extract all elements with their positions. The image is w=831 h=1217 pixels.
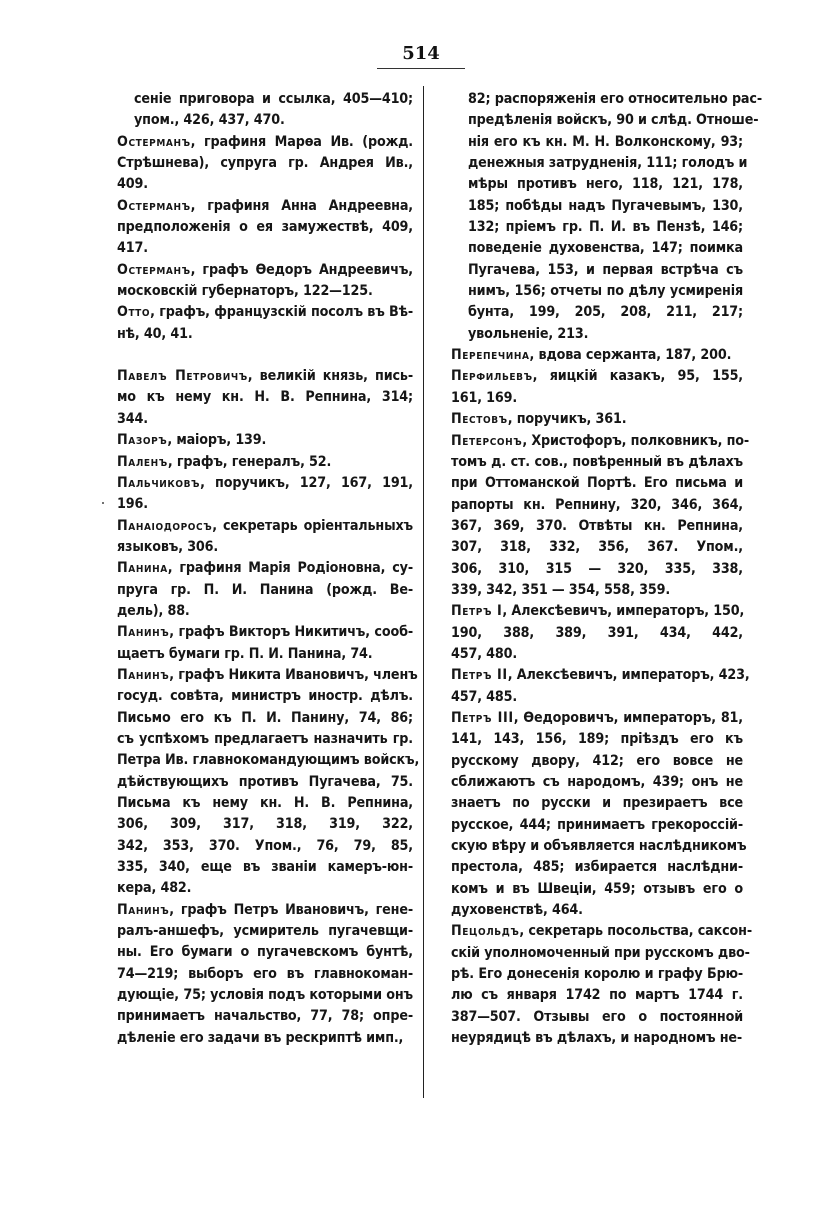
entry-line: рѣ. Его донесенія королю и графу Брю- [451, 966, 743, 983]
entry-line: Панина, графиня Марія Родіоновна, су- [117, 560, 413, 577]
entry-line: Письма къ нему кн. Н. В. Репнина, [117, 795, 413, 811]
entry-line: 196. [117, 496, 148, 513]
entry-headword: Остерманъ [117, 261, 191, 278]
index-entry [117, 366, 413, 430]
entry-line: щаетъ бумаги гр. П. И. Панина, 74. [117, 645, 373, 662]
index-entry [117, 473, 413, 516]
entry-line: Паленъ, графъ, генералъ, 52. [117, 453, 332, 470]
entry-line: 307, 318, 332, 356, 367. Упом., [451, 539, 743, 556]
entry-line: 335, 340, еще въ званіи камеръ-юн- [117, 859, 413, 876]
entry-line: при Оттоманской Портѣ. Его письма и [451, 475, 743, 492]
entry-headword: Павелъ Петровичъ [117, 368, 248, 385]
entry-line: предѣленія войскъ, 90 и слѣд. Отноше- [468, 112, 759, 129]
entry-headword: Пестовъ [451, 411, 508, 428]
entry-line: Пугачева, 153, и первая встрѣча съ [468, 261, 743, 278]
entry-line: дѣленіе его задачи въ рескриптѣ имп., [117, 1029, 404, 1046]
entry-line: предположенія о ея замужествѣ, 409, [117, 219, 413, 236]
entry-line: комъ и въ Швеціи, 459; отзывъ его о [451, 880, 743, 897]
entry-headword: Паленъ [117, 453, 168, 470]
index-entry [451, 921, 752, 1049]
header-rule [377, 68, 465, 69]
entry-line: русское, 444; принимаетъ грекороссій- [451, 816, 743, 833]
entry-line: Перфильевъ, яицкій казакъ, 95, 155, [451, 368, 743, 385]
entry-line: духовенствѣ, 464. [451, 902, 583, 919]
index-entry-continuation [451, 89, 762, 345]
entry-line: Письмо его къ П. И. Панину, 74, 86; [117, 709, 413, 726]
entry-line: 417. [117, 240, 148, 257]
entry-line: 306, 309, 317, 318, 319, 322, [117, 816, 413, 833]
entry-headword: Петръ III [451, 709, 514, 726]
entry-line: пруга гр. П. И. Панина (рожд. Ве- [117, 581, 413, 598]
entry-headword: Панина [117, 560, 168, 577]
entry-line: Петръ II, Алексѣевичъ, императоръ, 423, [451, 667, 750, 684]
entry-line: денежныя затрудненія, 111; голодъ и [468, 155, 748, 172]
entry-line: сеніе приговора и ссылка, 405—410; [134, 91, 413, 107]
entry-line: 342, 353, 370. Упом., 76, 79, 85, [117, 837, 413, 854]
entry-line: Стрѣшнева), супруга гр. Андрея Ив., [117, 155, 413, 172]
index-entry [117, 900, 413, 1049]
entry-line: нимъ, 156; отчеты по дѣлу усмиренія [468, 283, 743, 300]
entry-line: ралъ-аншефъ, усмиритель пугачевщи- [117, 923, 413, 940]
entry-headword: Панинъ [117, 624, 170, 641]
entry-line: Петръ III, Ѳедоровичъ, императоръ, 81, [451, 709, 743, 726]
index-entry [451, 708, 747, 921]
entry-headword: Панинъ [117, 901, 170, 918]
entry-line: нѣ, 40, 41. [117, 325, 193, 342]
entry-headword: Пецольдъ [451, 923, 520, 940]
entry-line: Панинъ, графъ Викторъ Никитичъ, сооб- [117, 624, 413, 641]
index-entry [451, 665, 750, 708]
index-entry [117, 132, 413, 196]
entry-headword: Пазоръ [117, 432, 168, 449]
entry-line: 82; распоряженія его относительно рас- [468, 91, 762, 107]
entry-headword: Перепечина [451, 347, 530, 364]
entry-line: престола, 485; избирается наслѣдни- [451, 859, 743, 876]
entry-headword: Панинъ [117, 666, 170, 683]
index-entry [117, 196, 413, 260]
left-column [117, 89, 420, 1049]
entry-line: Панаіодоросъ, секретарь оріентальныхъ [117, 517, 413, 534]
index-entry-continuation [117, 89, 413, 132]
entry-line: Остерманъ, графиня Анна Андреевна, [117, 197, 413, 214]
entry-line: ны. Его бумаги о пугачевскомъ бунтѣ, [117, 944, 413, 961]
entry-line: Панинъ, графъ Никита Ивановичъ, членъ [117, 666, 418, 683]
entry-line: Петръ I, Алексѣевичъ, императоръ, 150, [451, 603, 745, 620]
entry-line: Остерманъ, графиня Марѳа Ив. (рожд. [117, 133, 413, 150]
entry-headword: Остерманъ [117, 133, 191, 150]
right-column [451, 89, 762, 1049]
entry-line: русскому двору, 412; его вовсе не [451, 752, 743, 769]
entry-line: Петерсонъ, Христофоръ, полковникъ, по- [451, 432, 750, 449]
entry-line: томъ д. ст. сов., повѣренный въ дѣлахъ [451, 453, 743, 470]
entry-headword: Остерманъ [117, 197, 191, 214]
entry-line: 367, 369, 370. Отвѣты кн. Репнина, [451, 517, 743, 534]
entry-headword: Перфильевъ [451, 368, 533, 385]
entry-line: мѣры противъ него, 118, 121, 178, [468, 176, 743, 193]
entry-line: 190, 388, 389, 391, 434, 442, [451, 624, 743, 641]
entry-line: Панинъ, графъ Петръ Ивановичъ, гене- [117, 901, 413, 918]
entry-line: Петра Ив. главнокомандующимъ войскъ, [117, 752, 420, 769]
entry-headword: Пальчиковъ [117, 474, 201, 491]
entry-line: бунта, 199, 205, 208, 211, 217; [468, 304, 743, 321]
entry-line: 306, 310, 315 — 320, 335, 338, [451, 560, 743, 577]
entry-line: скій уполномоченный при русскомъ дво- [451, 944, 750, 961]
entry-line: 132; пріемъ гр. П. И. въ Пензѣ, 146; [468, 219, 743, 236]
index-entry [451, 431, 750, 602]
entry-line: дующіе, 75; условія подъ которыми онъ [117, 987, 413, 1004]
entry-line: 74—219; выборъ его въ главнокоман- [117, 965, 413, 982]
entry-line: рапорты кн. Репнину, 320, 346, 364, [451, 496, 743, 513]
entry-line: московскій губернаторъ, 122—125. [117, 283, 373, 300]
entry-line: Пестовъ, поручикъ, 361. [451, 411, 627, 428]
index-entry [117, 430, 413, 451]
stray-print-mark [102, 502, 104, 504]
entry-line: 457, 480. [451, 645, 518, 662]
index-entry [117, 516, 413, 559]
index-entry [451, 601, 743, 665]
entry-line: дель), 88. [117, 602, 190, 619]
index-entry [117, 622, 413, 665]
entry-headword: Петръ II [451, 667, 508, 684]
column-divider [423, 86, 424, 1098]
entry-line: дѣйствующихъ противъ Пугачева, 75. [117, 773, 413, 790]
entry-headword: Панаіодоросъ [117, 517, 213, 534]
index-entry [117, 665, 420, 900]
entry-headword: Петерсонъ [451, 432, 523, 449]
index-entry [451, 345, 743, 366]
entry-line: 339, 342, 351 — 354, 558, 359. [451, 581, 671, 598]
entry-line: Пецольдъ, секретарь посольства, саксон- [451, 923, 752, 940]
entry-line: неурядицѣ въ дѣлахъ, и народномъ не- [451, 1030, 743, 1047]
entry-line: кера, 482. [117, 880, 192, 897]
entry-line: языковъ, 306. [117, 538, 219, 555]
entry-line: лю съ января 1742 по мартъ 1744 г. [451, 987, 743, 1004]
entry-line: Пазоръ, маіоръ, 139. [117, 432, 267, 449]
entry-line: Остерманъ, графъ Ѳедоръ Андреевичъ, [117, 261, 413, 278]
entry-line: 457, 485. [451, 688, 518, 705]
entry-line: увольненіе, 213. [468, 325, 589, 342]
entry-line: съ успѣхомъ предлагаетъ назначить гр. [117, 730, 413, 747]
entry-line: сближаютъ съ народомъ, 439; онъ не [451, 774, 743, 790]
index-entry [117, 558, 413, 622]
entry-line: 141, 143, 156, 189; пріѣздъ его къ [451, 731, 743, 748]
entry-line: Пальчиковъ, поручикъ, 127, 167, 191, [117, 474, 413, 491]
entry-line: 161, 169. [451, 389, 518, 406]
entry-line: 185; побѣды надъ Пугачевымъ, 130, [468, 197, 743, 214]
index-entry [117, 302, 413, 345]
entry-line: поведеніе духовенства, 147; поимка [468, 240, 743, 257]
entry-line: госуд. совѣта, министръ иностр. дѣлъ. [117, 688, 413, 705]
entry-line: Перепечина, вдова сержанта, 187, 200. [451, 347, 732, 364]
index-entry [117, 452, 413, 473]
entry-line: скую вѣру и объявляется наслѣдникомъ [451, 838, 747, 855]
index-entry [451, 409, 743, 430]
entry-line: 387—507. Отзывы его о постоянной [451, 1008, 743, 1025]
entry-line: знаетъ по русски и презираетъ все [451, 795, 743, 812]
page-number: 514 [402, 43, 440, 64]
entry-headword: Отто [117, 304, 151, 321]
entry-line: Павелъ Петровичъ, великій князь, пись- [117, 368, 413, 385]
entry-line: принимаетъ начальство, 77, 78; опре- [117, 1008, 413, 1025]
index-entry [451, 366, 743, 409]
entry-line: упом., 426, 437, 470. [134, 112, 285, 129]
entry-line: 344. [117, 410, 148, 427]
entry-line: мо къ нему кн. Н. В. Репнина, 314; [117, 389, 413, 406]
index-entry [117, 260, 413, 303]
entry-headword: Петръ I [451, 603, 503, 620]
entry-line: Отто, графъ, французскій посолъ въ Вѣ- [117, 304, 413, 321]
entry-line: 409. [117, 176, 148, 193]
entry-line: нія его къ кн. М. Н. Волконскому, 93; [468, 133, 743, 150]
